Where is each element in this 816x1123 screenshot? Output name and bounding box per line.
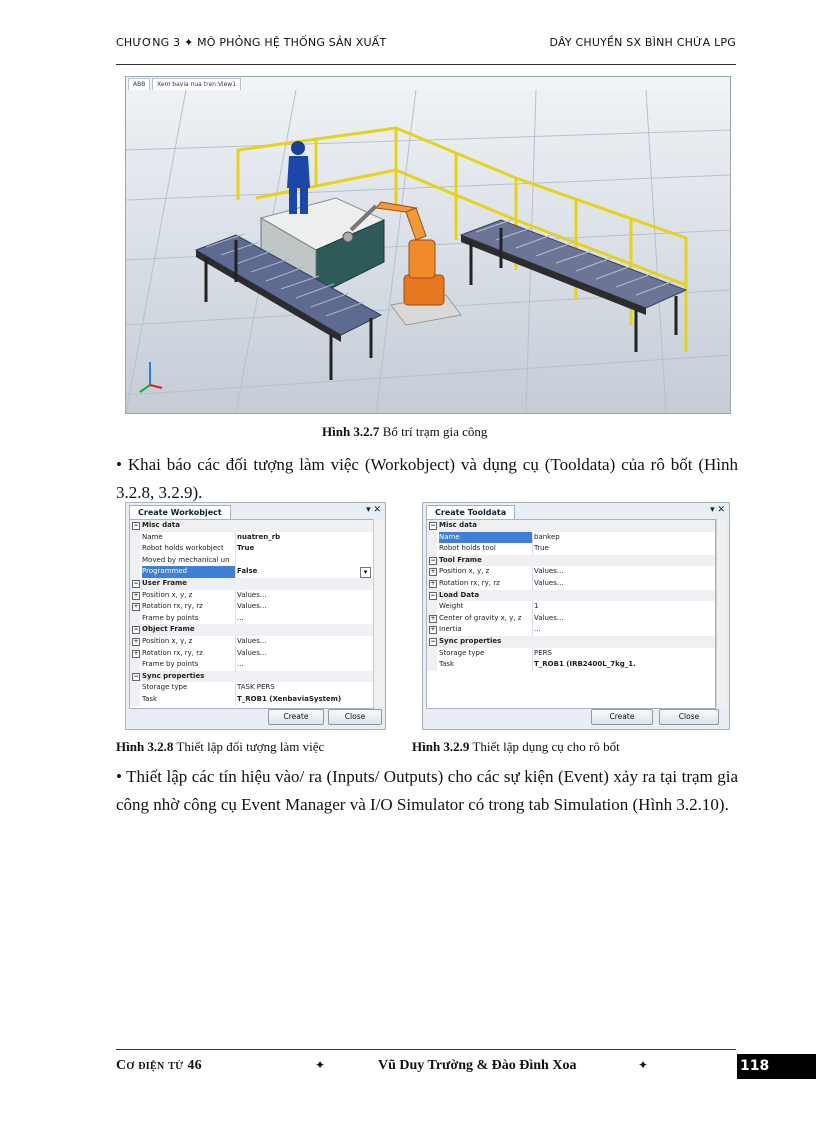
property-name: Misc data	[142, 521, 180, 529]
property-row[interactable]	[130, 555, 373, 567]
property-row[interactable]	[130, 694, 373, 706]
property-name: Name	[142, 532, 163, 541]
collapse-icon[interactable]: −	[430, 637, 436, 645]
column-divider	[532, 578, 533, 590]
column-divider	[532, 624, 533, 636]
view-tab-abb[interactable]: ABB	[128, 78, 150, 90]
header-rule	[116, 64, 736, 65]
property-row[interactable]	[130, 543, 373, 555]
property-name: Robot holds workobject	[142, 544, 224, 553]
property-value[interactable]: ...	[534, 625, 541, 634]
property-name: Tool Frame	[439, 555, 482, 564]
view-tabbar	[126, 77, 730, 91]
property-row[interactable]	[427, 624, 715, 636]
column-divider	[235, 694, 236, 706]
panel-title: Create Tooldata	[426, 505, 515, 519]
property-name: User Frame	[142, 578, 188, 587]
column-divider	[235, 566, 236, 578]
paragraph-workobject: • Khai báo các đối tượng làm việc (Workobject) và dụng cụ (Tooldata) của rô bốt (Hình 3.2.8, 3.2.9).	[116, 455, 738, 502]
property-name: Sync properties	[142, 671, 205, 680]
expand-icon[interactable]: +	[430, 568, 436, 576]
collapse-icon[interactable]: −	[133, 672, 139, 680]
category-row[interactable]	[130, 578, 373, 590]
caption-label: Hình 3.2.9	[412, 739, 470, 754]
property-row[interactable]	[427, 532, 715, 544]
column-divider	[235, 659, 236, 671]
property-row[interactable]	[130, 636, 373, 648]
property-value[interactable]: Values...	[237, 590, 267, 599]
column-divider	[235, 532, 236, 544]
caption-text: Bố trí trạm gia công	[379, 424, 488, 439]
property-name: Load Data	[439, 590, 480, 599]
property-value[interactable]: Values...	[237, 636, 267, 645]
panel-title: Create Workobject	[129, 505, 231, 519]
property-name: Storage type	[439, 648, 485, 657]
footer-symbol-icon: ✦	[315, 1058, 326, 1072]
row-gutter	[427, 543, 437, 555]
create-button[interactable]: Create	[268, 709, 324, 725]
collapse-icon[interactable]: −	[430, 591, 436, 599]
property-name: Rotation rx, ry, rz	[142, 648, 203, 657]
property-value[interactable]: True	[534, 544, 549, 553]
property-row[interactable]	[427, 648, 715, 660]
category-row[interactable]	[130, 520, 373, 532]
collapse-icon[interactable]: −	[430, 522, 436, 529]
view-tab-main[interactable]: Xem bavia nua tren:View1	[152, 78, 241, 90]
footer-rule	[116, 1049, 736, 1050]
page-number: 118	[737, 1054, 816, 1079]
property-name: Storage type	[142, 683, 188, 692]
header-chapter: CHƯƠNG 3 ✦ MÔ PHỎNG HỆ THỐNG SẢN XUẤT	[116, 36, 387, 49]
footer-authors: Vũ Duy Trường & Đào Đình Xoa	[378, 1058, 577, 1073]
property-row[interactable]	[130, 648, 373, 660]
column-divider	[532, 648, 533, 660]
column-divider	[532, 601, 533, 613]
dropdown-arrow-icon[interactable]: ▾	[360, 567, 371, 578]
column-divider	[235, 543, 236, 555]
expand-icon[interactable]: +	[133, 649, 139, 657]
category-row[interactable]	[130, 624, 373, 636]
row-gutter	[130, 659, 140, 671]
property-value[interactable]: TASK PERS	[237, 683, 275, 692]
column-divider	[235, 636, 236, 648]
row-gutter	[130, 543, 140, 555]
row-gutter	[130, 555, 140, 567]
category-row[interactable]	[427, 590, 715, 602]
column-divider	[235, 601, 236, 613]
category-row[interactable]	[427, 636, 715, 648]
figure-caption-3-2-8	[116, 739, 324, 755]
property-row[interactable]	[130, 682, 373, 694]
row-gutter	[130, 613, 140, 625]
property-value[interactable]: ...	[237, 660, 244, 669]
property-row[interactable]	[427, 543, 715, 555]
expand-icon[interactable]: +	[133, 637, 139, 645]
create-workobject-panel	[125, 502, 386, 730]
property-name: Position x, y, z	[439, 567, 490, 576]
category-row[interactable]	[130, 671, 373, 683]
expand-icon[interactable]: +	[133, 591, 139, 599]
expand-icon[interactable]: +	[430, 579, 436, 587]
row-gutter	[427, 532, 437, 544]
footer-symbol-icon: ✦	[638, 1058, 649, 1072]
property-value[interactable]: Values...	[534, 613, 564, 622]
column-divider	[532, 532, 533, 544]
property-name: Inertia	[439, 625, 462, 634]
property-value[interactable]: nuatren_rb	[237, 532, 281, 541]
property-row[interactable]	[130, 566, 373, 578]
workobject-property-grid[interactable]	[129, 519, 374, 709]
row-gutter	[427, 648, 437, 660]
property-value[interactable]: Values...	[534, 567, 564, 576]
property-row[interactable]	[427, 578, 715, 590]
property-value[interactable]: T_ROB1 (XenbaviaSystem)	[237, 694, 342, 703]
row-gutter	[130, 532, 140, 544]
property-name: Rotation rx, ry, rz	[439, 578, 500, 587]
property-row[interactable]	[130, 659, 373, 671]
create-button[interactable]: Create	[591, 709, 653, 725]
property-name: Sync properties	[439, 636, 502, 645]
property-row[interactable]	[427, 566, 715, 578]
property-row[interactable]	[427, 659, 715, 671]
panel-controls[interactable]: ▾ ✕	[366, 505, 381, 515]
paragraph-io-signals: • Thiết lập các tín hiệu vào/ ra (Inputs/ Outputs) cho các sự kiện (Event) xảy ra tại trạm gia công nhờ công cụ Event Manager và I/O Simulator có trong tab Simulation (Hình 3.2.10).	[116, 767, 738, 814]
column-divider	[235, 648, 236, 660]
scrollbar[interactable]	[716, 519, 726, 707]
footer-class: Cơ điện tử 46	[116, 1058, 202, 1073]
column-divider	[235, 590, 236, 602]
row-gutter	[427, 659, 437, 671]
category-row[interactable]	[427, 555, 715, 567]
expand-icon[interactable]: +	[133, 603, 139, 611]
property-name: Moved by mechanical un	[142, 555, 230, 564]
scrollbar[interactable]	[373, 519, 383, 707]
column-divider	[235, 555, 236, 567]
property-name: Object Frame	[142, 625, 195, 634]
column-divider	[532, 566, 533, 578]
collapse-icon[interactable]: −	[133, 579, 139, 587]
header-title: DÂY CHUYỀN SX BÌNH CHỨA LPG	[549, 36, 736, 49]
property-value[interactable]: True	[237, 544, 255, 553]
property-row[interactable]	[130, 532, 373, 544]
column-divider	[235, 682, 236, 694]
panel-controls[interactable]: ▾ ✕	[710, 505, 725, 515]
property-row[interactable]	[427, 613, 715, 625]
category-row[interactable]	[427, 520, 715, 532]
caption-text: Thiết lập dụng cụ cho rô bốt	[469, 739, 620, 754]
property-row[interactable]	[427, 601, 715, 613]
property-value[interactable]: ...	[237, 613, 244, 622]
row-gutter	[427, 601, 437, 613]
property-value[interactable]: PERS	[534, 648, 552, 657]
property-name: Programmed	[142, 566, 235, 578]
row-gutter	[130, 682, 140, 694]
property-name: Task	[142, 694, 158, 703]
collapse-icon[interactable]: −	[430, 556, 436, 564]
figure-caption-3-2-7	[322, 424, 487, 440]
tooldata-property-grid[interactable]	[426, 519, 716, 709]
expand-icon[interactable]: +	[430, 626, 436, 634]
property-value[interactable]: bankep	[534, 532, 560, 541]
property-value[interactable]: T_ROB1 (IRB2400L_7kg_1.	[534, 660, 636, 669]
property-value[interactable]: Values...	[237, 602, 267, 611]
collapse-icon[interactable]: −	[133, 626, 139, 634]
property-name: Weight	[439, 602, 464, 611]
property-name: Robot holds tool	[439, 544, 496, 553]
figure-caption-3-2-9	[412, 739, 620, 755]
create-tooldata-panel	[422, 502, 730, 730]
property-name: Center of gravity x, y, z	[439, 613, 522, 622]
property-name: Misc data	[439, 521, 477, 529]
property-value[interactable]: 1	[534, 602, 539, 611]
property-name: Task	[439, 660, 455, 669]
property-name: Position x, y, z	[142, 636, 193, 645]
column-divider	[235, 613, 236, 625]
caption-label: Hình 3.2.8	[116, 739, 174, 754]
property-value[interactable]: Values...	[237, 648, 267, 657]
property-row[interactable]	[130, 590, 373, 602]
row-gutter	[130, 694, 140, 706]
column-divider	[532, 613, 533, 625]
caption-text: Thiết lập đối tượng làm việc	[173, 739, 325, 754]
property-value[interactable]: Values...	[534, 578, 564, 587]
property-name: Rotation rx, ry, rz	[142, 602, 203, 611]
workstation-figure	[125, 76, 731, 414]
expand-icon[interactable]: +	[430, 614, 436, 622]
caption-label: Hình 3.2.7	[322, 424, 380, 439]
property-name: Frame by points	[142, 660, 199, 669]
close-button[interactable]: Close	[328, 709, 382, 725]
workstation-scene	[126, 90, 730, 413]
close-button[interactable]: Close	[659, 709, 719, 725]
property-row[interactable]	[130, 613, 373, 625]
property-value[interactable]: False	[237, 567, 258, 576]
column-divider	[532, 659, 533, 671]
column-divider	[532, 543, 533, 555]
property-row[interactable]	[130, 601, 373, 613]
collapse-icon[interactable]: −	[133, 522, 139, 529]
property-name: Position x, y, z	[142, 590, 193, 599]
row-gutter	[130, 566, 140, 578]
property-name: Name	[439, 532, 532, 544]
property-name: Frame by points	[142, 613, 199, 622]
